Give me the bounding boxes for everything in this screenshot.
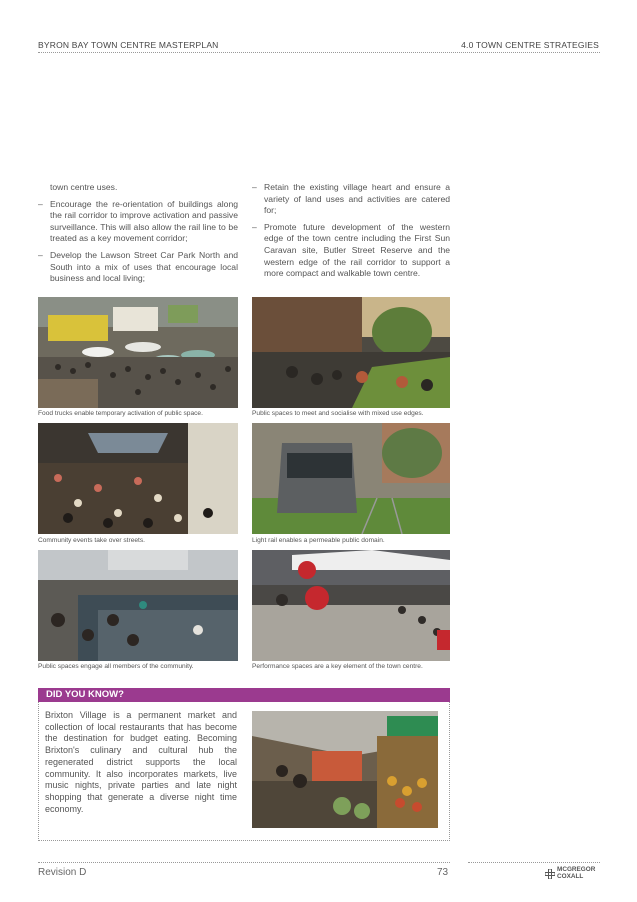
company-logo: [545, 866, 605, 882]
photo-brixton-village: [252, 711, 438, 828]
bullet-dash: –: [252, 182, 257, 192]
did-you-know-text: Brixton Village is a permanent market and collection of local restaurants that has become the destination for budget eating. Becoming Brixton's culinary and cultural hub the regenerated district supports the local community. It also incorporates markets, live music nights, private parties and late night shopping that generate a diverse night time economy.: [45, 710, 237, 814]
photo-public-spaces-community: [38, 550, 238, 661]
bullet-dash: –: [38, 249, 43, 260]
bullet-text: Promote future development of the western edge of the town centre including the First Sun Caravan site, Butler Street Reserve and the western edge of the rail corridor to support a more compact and walkable town centre.: [264, 221, 450, 279]
photo-caption: Food trucks enable temporary activation of public space.: [38, 410, 203, 417]
revision-label: Revision D: [38, 867, 87, 878]
bullet-item: [38, 199, 238, 245]
photo-light-rail: [252, 423, 450, 534]
header-divider: [38, 52, 600, 53]
logo-line-2: COXALL: [557, 873, 584, 880]
did-you-know-header: [38, 688, 450, 702]
photo-food-trucks: [38, 297, 238, 408]
page-number: 73: [437, 867, 449, 878]
right-text-column: [252, 182, 450, 285]
photo-caption: Community events take over streets.: [38, 537, 146, 544]
bullet-item: [252, 182, 450, 217]
bullet-text: Retain the existing village heart and ensure a variety of land uses and activities are catered for;: [264, 182, 450, 216]
document-title: BYRON BAY TOWN CENTRE MASTERPLAN: [38, 40, 219, 50]
photo-public-space-mixed-use: [252, 297, 450, 408]
continuation-text: town centre uses.: [50, 182, 118, 192]
bullet-item: [38, 250, 238, 285]
logo-text: [557, 866, 595, 880]
bullet-dash: –: [252, 221, 257, 232]
left-text-column: [38, 182, 238, 290]
cross-icon: [545, 869, 555, 879]
photo-caption: Public spaces to meet and socialise with mixed use edges.: [252, 410, 424, 417]
logo-line-1: MCGREGOR: [557, 866, 596, 873]
footer-divider: [38, 862, 450, 863]
photo-performance-spaces: [252, 550, 450, 661]
bullet-item: [252, 222, 450, 280]
bullet-text: Develop the Lawson Street Car Park North and South into a mix of uses that encourage local business and local living;: [50, 249, 238, 284]
did-you-know-title: DID YOU KNOW?: [46, 689, 124, 700]
photo-caption: Light rail enables a permeable public domain.: [252, 537, 385, 544]
bullet-dash: –: [38, 198, 43, 209]
photo-community-events: [38, 423, 238, 534]
photo-caption: Performance spaces are a key element of the town centre.: [252, 663, 423, 670]
footer-divider: [468, 862, 600, 863]
bullet-text: Encourage the re-orientation of buildings along the rail corridor to improve activation and passive surveillance. This will also allow the rail line to be treated as a key movement corridor;: [50, 198, 238, 244]
photo-caption: Public spaces engage all members of the community.: [38, 663, 194, 670]
section-title: 4.0 TOWN CENTRE STRATEGIES: [461, 40, 599, 50]
